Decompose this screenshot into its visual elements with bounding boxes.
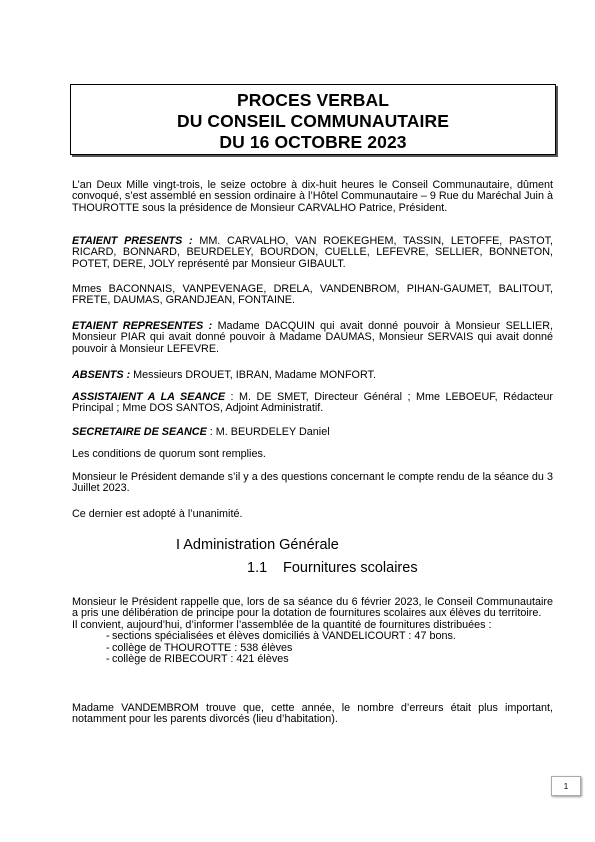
section-heading-1-1: [247, 560, 418, 576]
secretaire-label: SECRETAIRE DE SEANCE: [72, 426, 207, 438]
vandembrom-paragraph: [72, 703, 553, 726]
list-item: - collège de RIBECOURT : 421 élèves: [72, 654, 553, 665]
absents-text: Messieurs DROUET, IBRAN, Madame MONFORT.: [130, 369, 376, 381]
assistant-paragraph: [72, 392, 553, 415]
quorum-paragraph: [72, 449, 553, 460]
list-item: - collège de THOUROTTE : 538 élèves: [72, 643, 553, 654]
convient-text: Il convient, aujourd’hui, d’informer l’assemblée de la quantité de fournitures distribuées :: [72, 618, 492, 631]
representes-paragraph: [72, 321, 553, 355]
list-item: - sections spécialisées et élèves domiciliés à VANDELICOURT : 47 bons.: [72, 631, 553, 642]
title-line-1: PROCES VERBAL: [236, 90, 389, 110]
secretaire-text: : M. BEURDELEY Daniel: [206, 426, 330, 438]
presents-label: ETAIENT PRESENTS :: [72, 235, 193, 247]
rappel-paragraph: [72, 597, 553, 665]
title-box: [70, 84, 556, 155]
absents-paragraph: [72, 370, 553, 381]
assistant-text: : M. DE SMET, Directeur Général ; Mme LEBOEUF, Rédacteur Principal ; Mme DOS SANTOS, Adjoint Administratif.: [72, 391, 553, 415]
presents-paragraph: [72, 236, 553, 270]
section-number: 1.1: [247, 560, 268, 576]
title-line-3: DU 16 OCTOBRE 2023: [219, 132, 407, 152]
representes-label: ETAIENT REPRESENTES :: [72, 320, 213, 332]
page-number: 1: [551, 776, 581, 796]
fournitures-list: [72, 631, 553, 665]
vandembrom-text: Madame VANDEMBROM trouve que, cette année, le nombre d’erreurs était plus important, notamment pour les parents divorcés (lieu d’habitation).: [72, 702, 553, 726]
quorum-text: Les conditions de quorum sont remplies.: [72, 448, 266, 460]
assistant-label: ASSISTAIENT A LA SEANCE: [72, 391, 226, 403]
presents-text: MM. CARVALHO, VAN ROEKEGHEM, TASSIN, LETOFFE, PASTOT, RICARD, BONNARD, BEURDELEY, BOURDON, CUELLE, LEFEVRE, SELLIER, BONNETON, POTET, DERE, JOLY représenté par Monsieur GIBAULT.: [72, 235, 553, 270]
adopte-paragraph: [72, 509, 553, 520]
question-paragraph: [72, 472, 553, 495]
intro-text: L’an Deux Mille vingt-trois, le seize octobre à dix-huit heures le Conseil Communautaire, dûment convoqué, s’est assemblé en session ordinaire à l’Hôtel Communautaire – 9 Rue du Maréchal Juin à THOUROTTE sous la présidence de Monsieur CARVALHO Patrice, Président.: [72, 179, 553, 214]
title-line-2: DU CONSEIL COMMUNAUTAIRE: [176, 111, 450, 131]
section-heading-1: I Administration Générale: [176, 537, 339, 553]
secretaire-paragraph: [72, 427, 553, 438]
mmes-paragraph: [72, 284, 553, 307]
mmes-text: Mmes BACONNAIS, VANPEVENAGE, DRELA, VANDENBROM, PIHAN-GAUMET, BALITOUT, FRETE, DAUMAS, GRANDJEAN, FONTAINE.: [72, 283, 553, 307]
section-title: Fournitures scolaires: [283, 560, 418, 576]
adopte-text: Ce dernier est adopté à l’unanimité.: [72, 508, 243, 520]
representes-text: Madame DACQUIN qui avait donné pouvoir à Monsieur SELLIER, Monsieur PIAR qui avait donné pouvoir à Madame DAUMAS, Monsieur SERVAIS qui avait donné pouvoir à Monsieur LEFEVRE.: [72, 320, 553, 355]
intro-paragraph: [72, 180, 553, 214]
question-text: Monsieur le Président demande s’il y a des questions concernant le compte rendu de la séance du 3 Juillet 2023.: [72, 471, 553, 495]
rappel-text: Monsieur le Président rappelle que, lors de sa séance du 6 février 2023, le Conseil Communautaire a pris une délibération de principe pour la dotation de fournitures scolaires aux élèves du territoire.: [72, 596, 553, 620]
absents-label: ABSENTS :: [72, 369, 131, 381]
